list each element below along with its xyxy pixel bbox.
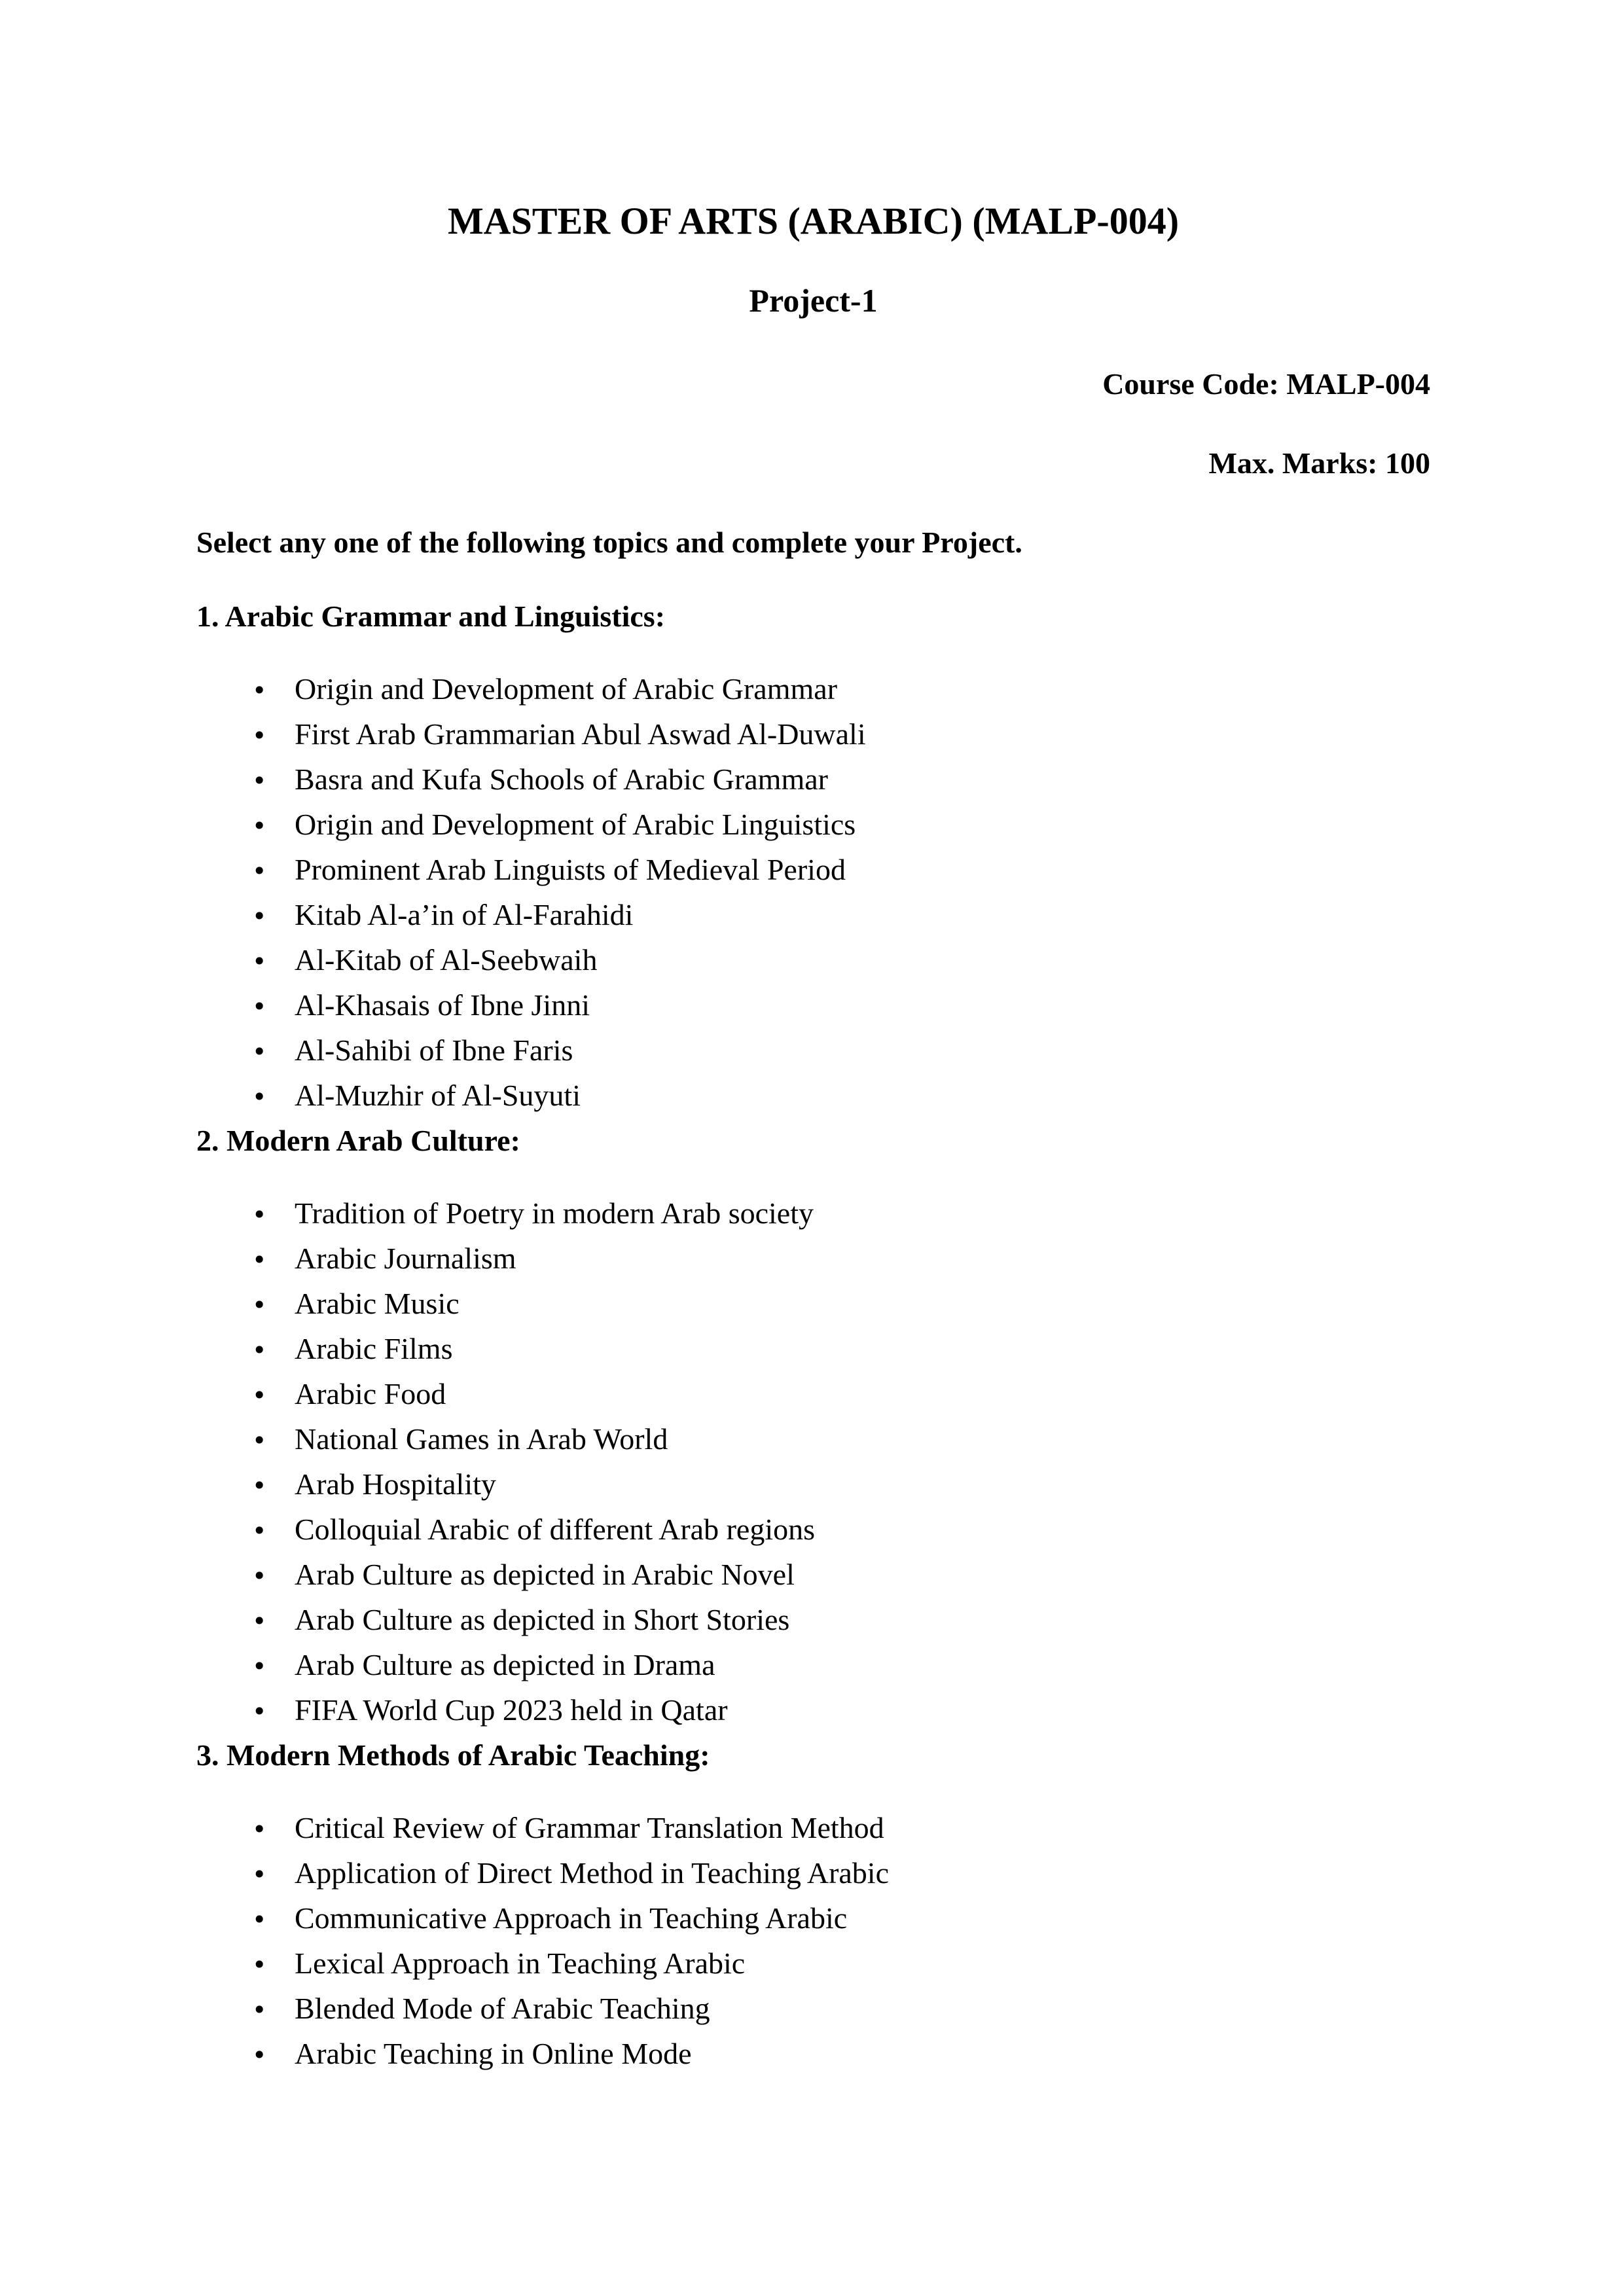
bullet-icon: •: [252, 947, 267, 977]
topic-item: [196, 892, 1430, 937]
topic-text: Origin and Development of Arabic Linguistics: [295, 808, 856, 842]
topic-item: [196, 802, 1430, 847]
bullet-icon: •: [252, 902, 267, 931]
bullet-icon: •: [252, 721, 267, 751]
topic-item: [196, 711, 1430, 757]
document-title: MASTER OF ARTS (ARABIC) (MALP-004): [447, 200, 1180, 242]
bullet-icon: •: [252, 676, 267, 706]
topic-item: [196, 1850, 1430, 1895]
topic-text: Al-Sahibi of Ibne Faris: [295, 1033, 573, 1067]
bullet-icon: •: [252, 1562, 267, 1591]
bullet-icon: •: [252, 1291, 267, 1320]
topic-item: [196, 1986, 1430, 2031]
topic-item: [196, 1642, 1430, 1687]
topic-item: [196, 1326, 1430, 1371]
topic-item: [196, 1236, 1430, 1281]
topic-item: [196, 1281, 1430, 1326]
topic-text: Kitab Al-a’in of Al-Farahidi: [295, 898, 634, 932]
topic-item: [196, 1507, 1430, 1552]
topic-item: [196, 1416, 1430, 1462]
topic-text: Critical Review of Grammar Translation Method: [295, 1811, 884, 1845]
bullet-icon: •: [252, 1652, 267, 1681]
topic-text: Application of Direct Method in Teaching Arabic: [295, 1856, 890, 1890]
topic-text: Arab Hospitality: [295, 1467, 496, 1501]
topic-item: [196, 982, 1430, 1028]
topic-text: Arabic Films: [295, 1332, 453, 1366]
topic-text: National Games in Arab World: [295, 1422, 668, 1456]
topic-text: Arab Culture as depicted in Arabic Novel: [295, 1558, 795, 1592]
topic-text: Colloquial Arabic of different Arab regions: [295, 1513, 816, 1547]
topic-text: Al-Kitab of Al-Seebwaih: [295, 943, 598, 977]
bullet-icon: •: [252, 1996, 267, 2025]
topic-text: Al-Khasais of Ibne Jinni: [295, 988, 590, 1022]
bullet-icon: •: [252, 1697, 267, 1727]
topic-text: Arab Culture as depicted in Short Stories: [295, 1603, 790, 1637]
topic-item: [196, 1191, 1430, 1236]
bullet-icon: •: [252, 1037, 267, 1067]
topic-item: [196, 1552, 1430, 1597]
bullet-icon: •: [252, 1336, 267, 1365]
section-heading-2: 2. Modern Arab Culture:: [196, 1124, 520, 1158]
topic-text: Arabic Teaching in Online Mode: [295, 2037, 692, 2071]
max-marks: Max. Marks: 100: [1208, 446, 1430, 480]
bullet-icon: •: [252, 1471, 267, 1501]
instruction-text: Select any one of the following topics and complete your Project.: [196, 526, 1022, 560]
topic-text: FIFA World Cup 2023 held in Qatar: [295, 1693, 728, 1727]
topic-text: Arab Culture as depicted in Drama: [295, 1648, 715, 1682]
topic-list-3: [196, 1805, 1430, 2076]
topic-item: [196, 666, 1430, 711]
topic-section-2: [196, 1118, 1430, 1732]
topic-text: Prominent Arab Linguists of Medieval Period: [295, 853, 846, 887]
topic-section-3: [196, 1732, 1430, 2076]
topic-item: [196, 1371, 1430, 1416]
topic-text: Al-Muzhir of Al-Suyuti: [295, 1079, 581, 1113]
topic-item: [196, 937, 1430, 982]
bullet-icon: •: [252, 1905, 267, 1935]
topic-item: [196, 1597, 1430, 1642]
topic-text: Basra and Kufa Schools of Arabic Grammar: [295, 762, 828, 797]
bullet-icon: •: [252, 1607, 267, 1636]
bullet-icon: •: [252, 1516, 267, 1546]
bullet-icon: •: [252, 1381, 267, 1410]
project-subtitle: Project-1: [749, 282, 878, 319]
section-heading-3: 3. Modern Methods of Arabic Teaching:: [196, 1738, 710, 1772]
topic-item: [196, 1941, 1430, 1986]
bullet-icon: •: [252, 812, 267, 841]
topic-section-1: [196, 594, 1430, 1118]
topic-item: [196, 1073, 1430, 1118]
topic-item: [196, 1895, 1430, 1941]
bullet-icon: •: [252, 992, 267, 1022]
topic-item: [196, 757, 1430, 802]
topic-item: [196, 1462, 1430, 1507]
topic-item: [196, 1687, 1430, 1732]
topic-text: First Arab Grammarian Abul Aswad Al-Duwali: [295, 717, 866, 751]
bullet-icon: •: [252, 1200, 267, 1230]
bullet-icon: •: [252, 1950, 267, 1980]
bullet-icon: •: [252, 2041, 267, 2070]
topic-text: Arabic Music: [295, 1287, 460, 1321]
course-code: Course Code: MALP-004: [1102, 367, 1430, 401]
bullet-icon: •: [252, 1815, 267, 1844]
topic-item: [196, 1028, 1430, 1073]
bullet-icon: •: [252, 1426, 267, 1456]
section-heading-1: 1. Arabic Grammar and Linguistics:: [196, 600, 666, 634]
topic-text: Arabic Food: [295, 1377, 446, 1411]
bullet-icon: •: [252, 766, 267, 796]
topic-list-1: [196, 666, 1430, 1118]
topic-text: Origin and Development of Arabic Grammar: [295, 672, 838, 706]
topic-item: [196, 847, 1430, 892]
bullet-icon: •: [252, 1246, 267, 1275]
topic-item: [196, 2031, 1430, 2076]
topic-text: Tradition of Poetry in modern Arab society: [295, 1196, 814, 1230]
topic-text: Communicative Approach in Teaching Arabic: [295, 1901, 848, 1935]
bullet-icon: •: [252, 1860, 267, 1890]
topic-list-2: [196, 1191, 1430, 1732]
topic-item: [196, 1805, 1430, 1850]
topic-text: Blended Mode of Arabic Teaching: [295, 1992, 710, 2026]
topic-text: Lexical Approach in Teaching Arabic: [295, 1946, 746, 1981]
bullet-icon: •: [252, 857, 267, 886]
topic-text: Arabic Journalism: [295, 1242, 516, 1276]
bullet-icon: •: [252, 1083, 267, 1112]
